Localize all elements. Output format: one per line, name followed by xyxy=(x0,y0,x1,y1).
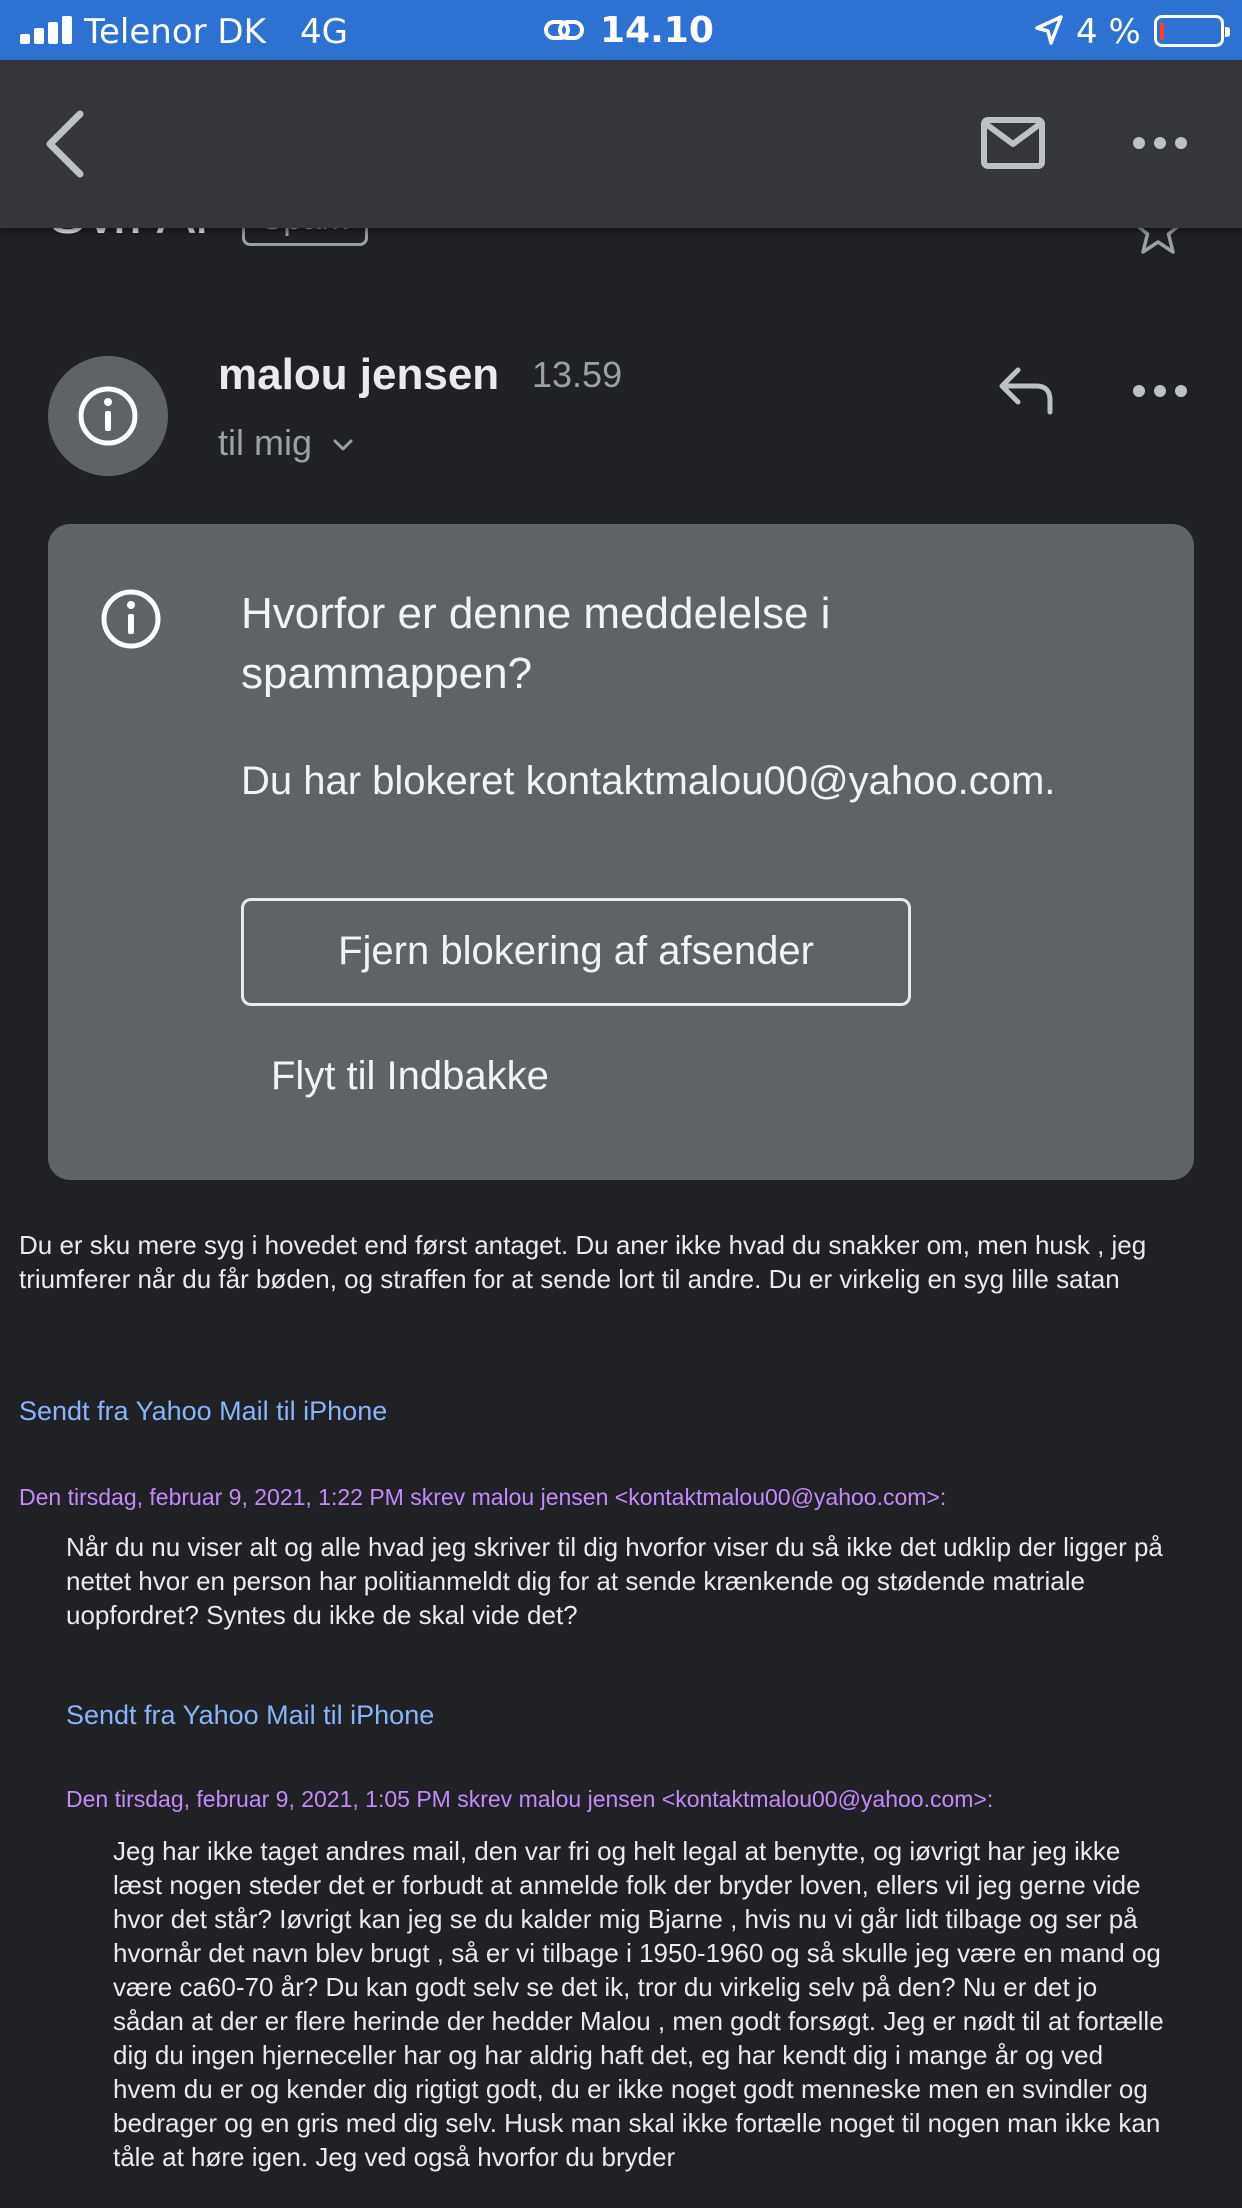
app-bar xyxy=(0,60,1242,228)
email-body-text: Du er sku mere syg i hovedet end først antaget. Du aner ikke hvad du snakker om, men husk , jeg triumferer når du får bøden, og straffen for at sende lort til andre. Du er virkelig en syg lille satan xyxy=(19,1230,1147,1294)
quote-header: Den tirsdag, februar 9, 2021, 1:05 PM skrev malou jensen <kontaktmalou00@yahoo.com>: xyxy=(66,1786,994,1812)
battery-percentage: 4 % xyxy=(1076,12,1141,52)
quoted-message-text: Når du nu viser alt og alle hvad jeg skriver til dig hvorfor viser du så ikke det udklip der ligger på nettet hvor en person har politianmeldt dig for at sende krænkende og stødende matriale uopfordret? Syntes du ikke de skal vide det? xyxy=(66,1532,1163,1630)
unblock-sender-button[interactable]: Fjern blokering af afsender xyxy=(241,898,911,1006)
yahoo-signature-link[interactable]: Sendt fra Yahoo Mail til iPhone xyxy=(19,1396,388,1426)
quote-header: Den tirsdag, februar 9, 2021, 1:22 PM skrev malou jensen <kontaktmalou00@yahoo.com>: xyxy=(19,1484,947,1510)
chevron-down-icon xyxy=(332,438,354,452)
recipient-label: til mig xyxy=(218,422,313,463)
rotation-lock-icon xyxy=(542,14,586,46)
spam-warning-card xyxy=(48,524,1194,1180)
signal-strength-icon xyxy=(20,16,72,44)
move-to-inbox-button[interactable]: Flyt til Indbakke xyxy=(271,1054,549,1098)
status-bar xyxy=(0,0,1242,60)
yahoo-signature-link[interactable]: Sendt fra Yahoo Mail til iPhone xyxy=(66,1700,435,1730)
sender-avatar[interactable] xyxy=(48,356,168,476)
more-options-icon[interactable] xyxy=(1130,128,1190,158)
clock: 14.10 xyxy=(600,10,714,51)
mail-icon[interactable] xyxy=(980,116,1046,170)
recipient-toggle[interactable] xyxy=(218,422,354,464)
sender-name: malou jensen xyxy=(218,350,500,399)
spam-reason-description: Du har blokeret kontaktmalou00@yahoo.com. xyxy=(241,759,1056,803)
carrier-name: Telenor DK xyxy=(84,12,266,52)
quoted-message-text: Jeg har ikke taget andres mail, den var fri og helt legal at benytte, og iøvrigt har jeg ikke læst nogen steder det er forbudt at anmelde folk der bryder loven, ellers vil jeg gerne vide hvor det står? Iøvrigt kan jeg se du kalder mig Bjarne , hvis nu vi går lidt tilbage og ser på hvornår det navn blev brugt , så er vi tilbage i 1950-1960 og så skulle jeg være en mand og være ca60-70 år? Du kan godt selv se det ik, tror du virkelig selv på den? Nu er det jo sådan at der er flere herinde der hedder Malou , men godt forsøgt. Jeg er nødt til at fortælle dig du ingen hjerneceller har og har aldrig haft det, eg har kendt dig i mange år og ved hvem du er og kender dig rigtigt godt, du er ikke noget godt menneske men en svindler og bedrager og en gris med dig selv. Husk man skal ikke fortælle noget til nogen man ikke kan tåle at høre igen. Jeg ved også hvorfor du bryder xyxy=(113,1836,1164,2172)
spam-reason-title: Hvorfor er denne meddelelse i spammappen? xyxy=(241,589,831,698)
back-icon[interactable] xyxy=(36,108,96,180)
info-icon xyxy=(77,385,139,447)
network-type: 4G xyxy=(300,12,348,52)
reply-icon[interactable] xyxy=(996,364,1056,416)
received-time: 13.59 xyxy=(532,354,623,395)
location-arrow-icon xyxy=(1034,14,1064,46)
message-more-options-icon[interactable] xyxy=(1130,376,1190,406)
battery-icon xyxy=(1154,15,1224,47)
info-icon xyxy=(100,588,162,650)
